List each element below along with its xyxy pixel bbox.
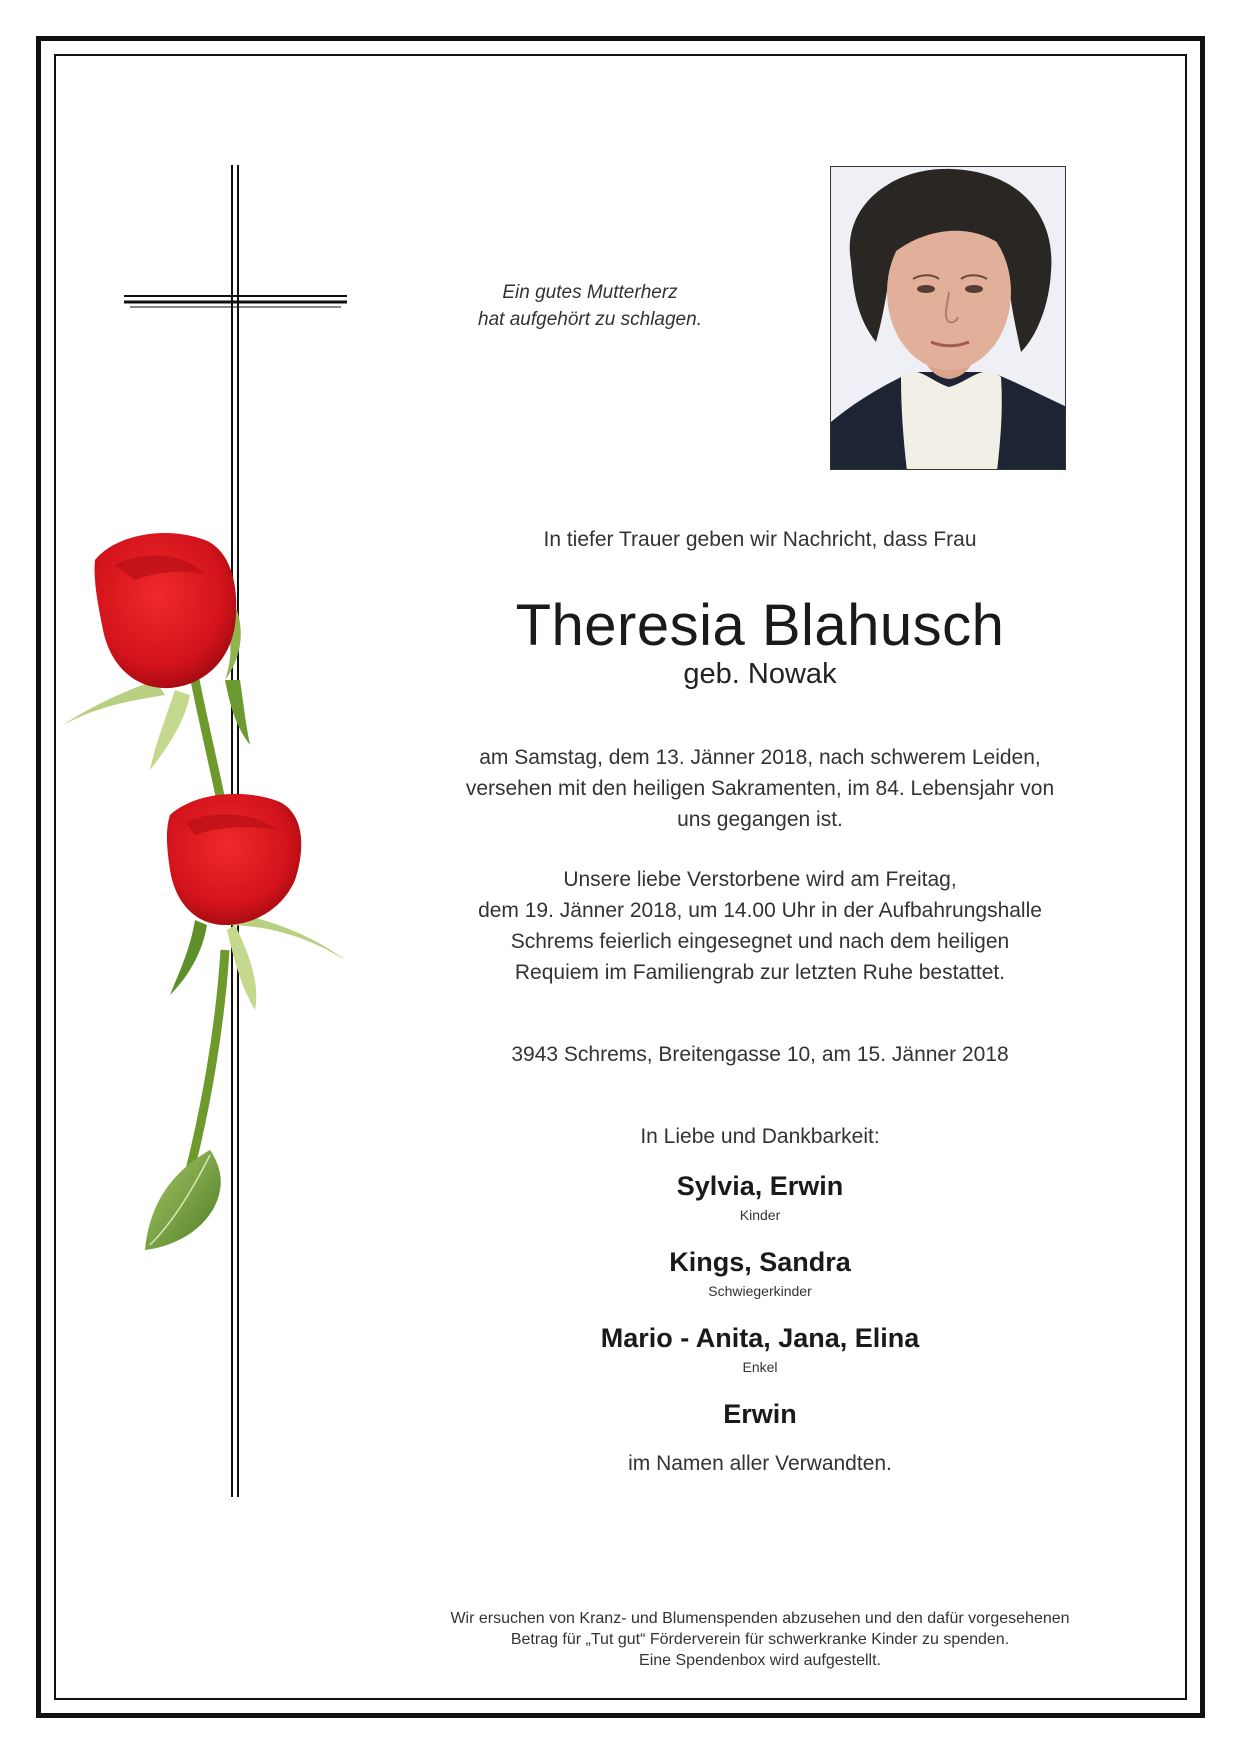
footer-line: Betrag für „Tut gut“ Förderverein für schwerkranke Kinder zu spenden. <box>510 1631 1010 1648</box>
paragraph-line: am Samstag, dem 13. Jänner 2018, nach schwerem Leiden, <box>479 746 1041 769</box>
paragraph-line: uns gegangen ist. <box>677 808 843 831</box>
motto-line: Ein gutes Mutterherz <box>502 282 678 303</box>
paragraph-line: Requiem im Familiengrab zur letzten Ruhe bestattet. <box>514 961 1006 984</box>
paragraph-line: versehen mit den heiligen Sakramenten, im 84. Lebensjahr von <box>465 777 1055 800</box>
family-names: Mario - Anita, Jana, Elina <box>600 1323 920 1353</box>
family-names: Kings, Sandra <box>669 1247 851 1277</box>
maiden-name: geb. Nowak <box>683 658 837 690</box>
motto-line: hat aufgehört zu schlagen. <box>478 309 702 330</box>
family-names: Sylvia, Erwin <box>676 1171 844 1201</box>
death-notice-paragraph <box>420 742 1100 835</box>
family-relation: Schwiegerkinder <box>708 1283 812 1299</box>
donation-note <box>370 1608 1150 1671</box>
portrait-photo <box>830 166 1066 470</box>
intro-text: In tiefer Trauer geben wir Nachricht, dass Frau <box>543 528 977 551</box>
paragraph-line: Unsere liebe Verstorbene wird am Freitag, <box>563 868 957 891</box>
deceased-name: Theresia Blahusch <box>515 593 1005 658</box>
red-roses <box>55 530 395 1270</box>
family-names: Erwin <box>723 1399 797 1429</box>
place-date: 3943 Schrems, Breitengasse 10, am 15. Jänner 2018 <box>511 1043 1009 1066</box>
thanks-line: In Liebe und Dankbarkeit: <box>640 1125 880 1148</box>
funeral-paragraph <box>420 864 1100 988</box>
footer-line: Wir ersuchen von Kranz- und Blumenspenden abzusehen und den dafür vorgesehenen <box>450 1610 1070 1627</box>
paragraph-line: Schrems feierlich eingesegnet und nach dem heiligen <box>510 930 1010 953</box>
closing-line: im Namen aller Verwandten. <box>628 1452 892 1475</box>
motto <box>440 279 740 333</box>
family-relation: Enkel <box>742 1359 778 1375</box>
family-relation: Kinder <box>739 1207 781 1223</box>
paragraph-line: dem 19. Jänner 2018, um 14.00 Uhr in der Aufbahrungshalle <box>478 899 1042 922</box>
footer-line: Eine Spendenbox wird aufgestellt. <box>639 1652 881 1669</box>
